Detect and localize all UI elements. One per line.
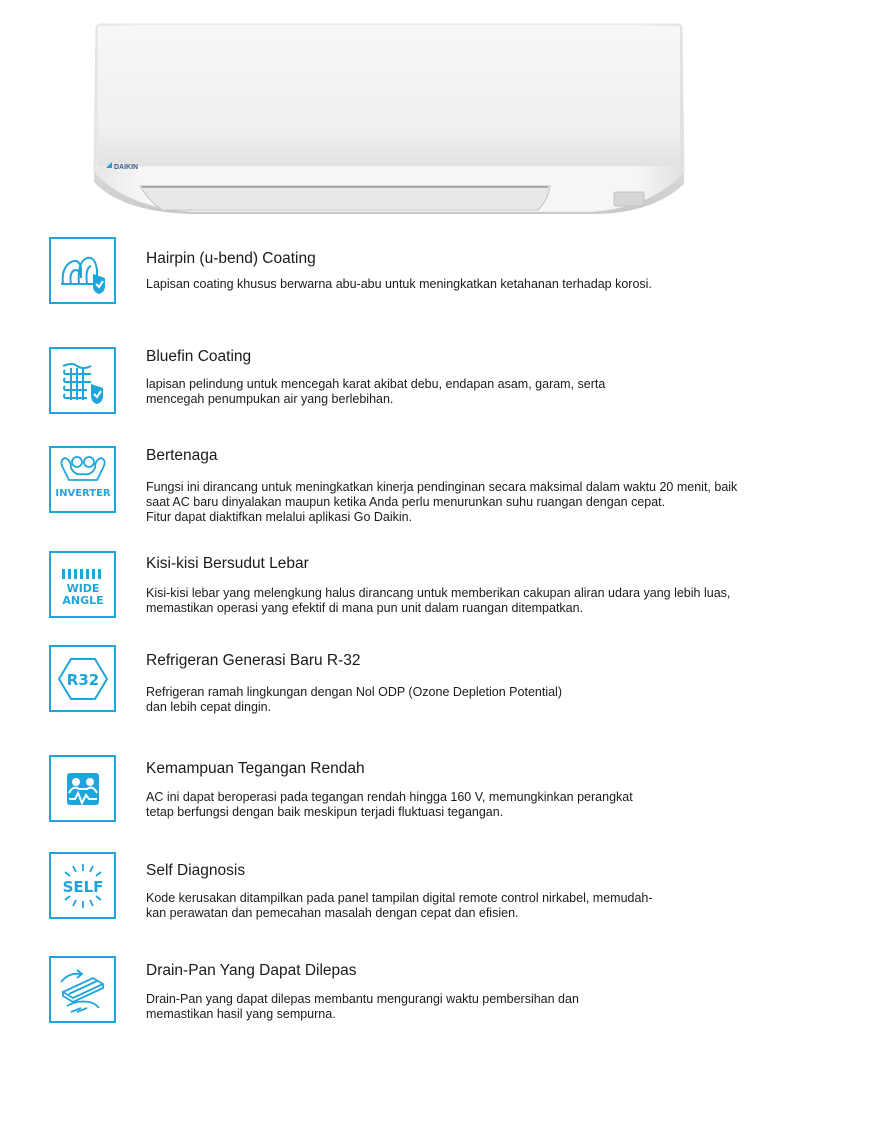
removable-drain-pan-icon — [49, 956, 116, 1023]
self-diagnosis-icon — [49, 852, 116, 919]
feature-title: Kisi-kisi Bersudut Lebar — [146, 555, 309, 572]
description-line: memastikan operasi yang efektif di mana pun unit dalam ruangan ditempatkan. — [146, 601, 584, 615]
description-line: AC ini dapat beroperasi pada tegangan rendah hingga 160 V, memungkinkan perangkat — [146, 790, 633, 804]
description-line: Drain-Pan yang dapat dilepas membantu mengurangi waktu pembersihan dan — [146, 992, 579, 1006]
daikin-logo-text: DAIKIN — [114, 164, 139, 171]
hairpin-coating-icon — [49, 237, 116, 304]
description-line: memastikan hasil yang sempurna. — [146, 1007, 336, 1021]
description-line: tetap berfungsi dengan baik meskipun terjadi fluktuasi tegangan. — [146, 805, 504, 819]
low-voltage-icon — [49, 755, 116, 822]
r32-refrigerant-icon — [49, 645, 116, 712]
feature-title: Hairpin (u-bend) Coating — [146, 250, 316, 267]
description-line: saat AC baru dinyalakan maupun ketika Anda perlu menurunkan suhu ruangan dengan cepat. — [146, 495, 666, 509]
description-line: lapisan pelindung untuk mencegah karat akibat debu, endapan asam, garam, serta — [146, 377, 606, 391]
feature-description — [146, 277, 652, 292]
inverter-power-icon — [49, 446, 116, 513]
description-line: mencegah penumpukan air yang berlebihan. — [146, 392, 394, 406]
feature-title: Refrigeran Generasi Baru R-32 — [146, 652, 361, 669]
feature-description — [146, 685, 562, 715]
angle-label: ANGLE — [61, 593, 104, 607]
feature-title: Self Diagnosis — [146, 862, 246, 879]
description-line: Kode kerusakan ditampilkan pada panel tampilan digital remote control nirkabel, memudah- — [146, 891, 653, 905]
description-line: kan perawatan dan pemecahan masalah dengan cepat dan efisien. — [146, 906, 519, 920]
r32-label: R32 — [66, 670, 99, 689]
description-line: Refrigeran ramah lingkungan dengan Nol ODP (Ozone Depletion Potential) — [146, 685, 562, 699]
self-label: SELF — [62, 877, 103, 896]
feature-description — [146, 480, 737, 525]
feature-title: Drain-Pan Yang Dapat Dilepas — [146, 962, 357, 979]
feature-description — [146, 790, 633, 820]
feature-description — [146, 891, 653, 921]
feature-title: Bluefin Coating — [146, 348, 252, 365]
description-line: Fitur dapat diaktifkan melalui aplikasi Go Daikin. — [146, 510, 413, 524]
feature-title: Bertenaga — [146, 447, 218, 464]
description-line: Lapisan coating khusus berwarna abu-abu untuk meningkatkan ketahanan terhadap korosi. — [146, 277, 652, 291]
bluefin-coating-icon — [49, 347, 116, 414]
description-line: Kisi-kisi lebar yang melengkung halus dirancang untuk memberikan cakupan aliran udara yang lebih luas, — [146, 586, 731, 600]
description-line: Fungsi ini dirancang untuk meningkatkan kinerja pendinginan secara maksimal dalam waktu 20 menit, baik — [146, 480, 738, 494]
description-line: dan lebih cepat dingin. — [146, 700, 272, 714]
feature-title: Kemampuan Tegangan Rendah — [146, 760, 365, 777]
inverter-label: INVERTER — [54, 487, 111, 499]
feature-description — [146, 377, 605, 407]
wide-label: WIDE — [66, 581, 99, 595]
feature-description — [146, 586, 730, 616]
feature-description — [146, 992, 579, 1022]
wide-angle-icon — [49, 551, 116, 618]
